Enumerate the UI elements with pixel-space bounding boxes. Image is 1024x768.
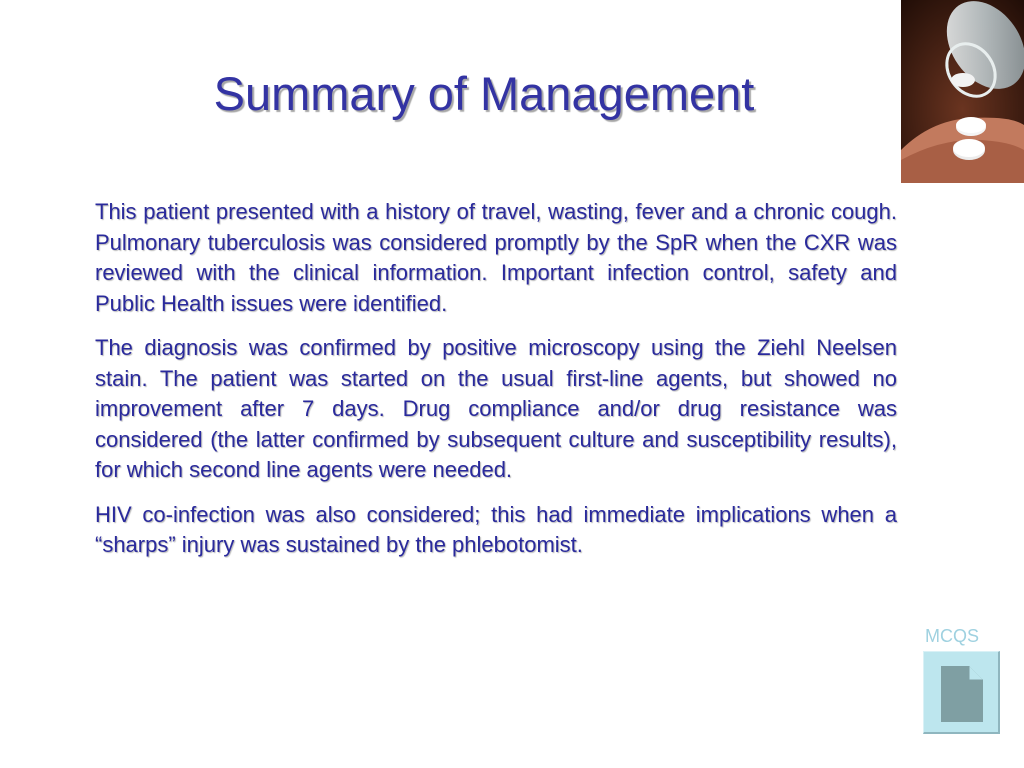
- paragraph-diagnosis: The diagnosis was confirmed by positive microscopy using the Ziehl Neelsen stain. The patient was started on the usual first-line agents, but showed no improvement after 7 days. Drug compliance and/or drug resistance was considered (the latter confirmed by subsequent culture and susceptibility results), for which second line agents were needed.: [95, 335, 897, 482]
- paragraph-presentation: This patient presented with a history of travel, wasting, fever and a chronic cough. Pulmonary tuberculosis was considered promptly by the SpR when the CXR was reviewed with the clinical information. Important infection control, safety and Public Health issues were identified.: [95, 199, 897, 316]
- pill-bottle-image: [901, 0, 1024, 183]
- mcqs-button[interactable]: [923, 651, 1000, 734]
- slide-title: Summary of Management: [213, 67, 755, 120]
- document-icon: [941, 666, 983, 722]
- slide-body: [95, 197, 897, 575]
- mcqs-label: MCQS: [925, 626, 979, 646]
- pills-photo: [901, 0, 1024, 183]
- paragraph-hiv: HIV co-infection was also considered; this had immediate implications when a “sharps” injury was sustained by the phlebotomist.: [95, 501, 897, 557]
